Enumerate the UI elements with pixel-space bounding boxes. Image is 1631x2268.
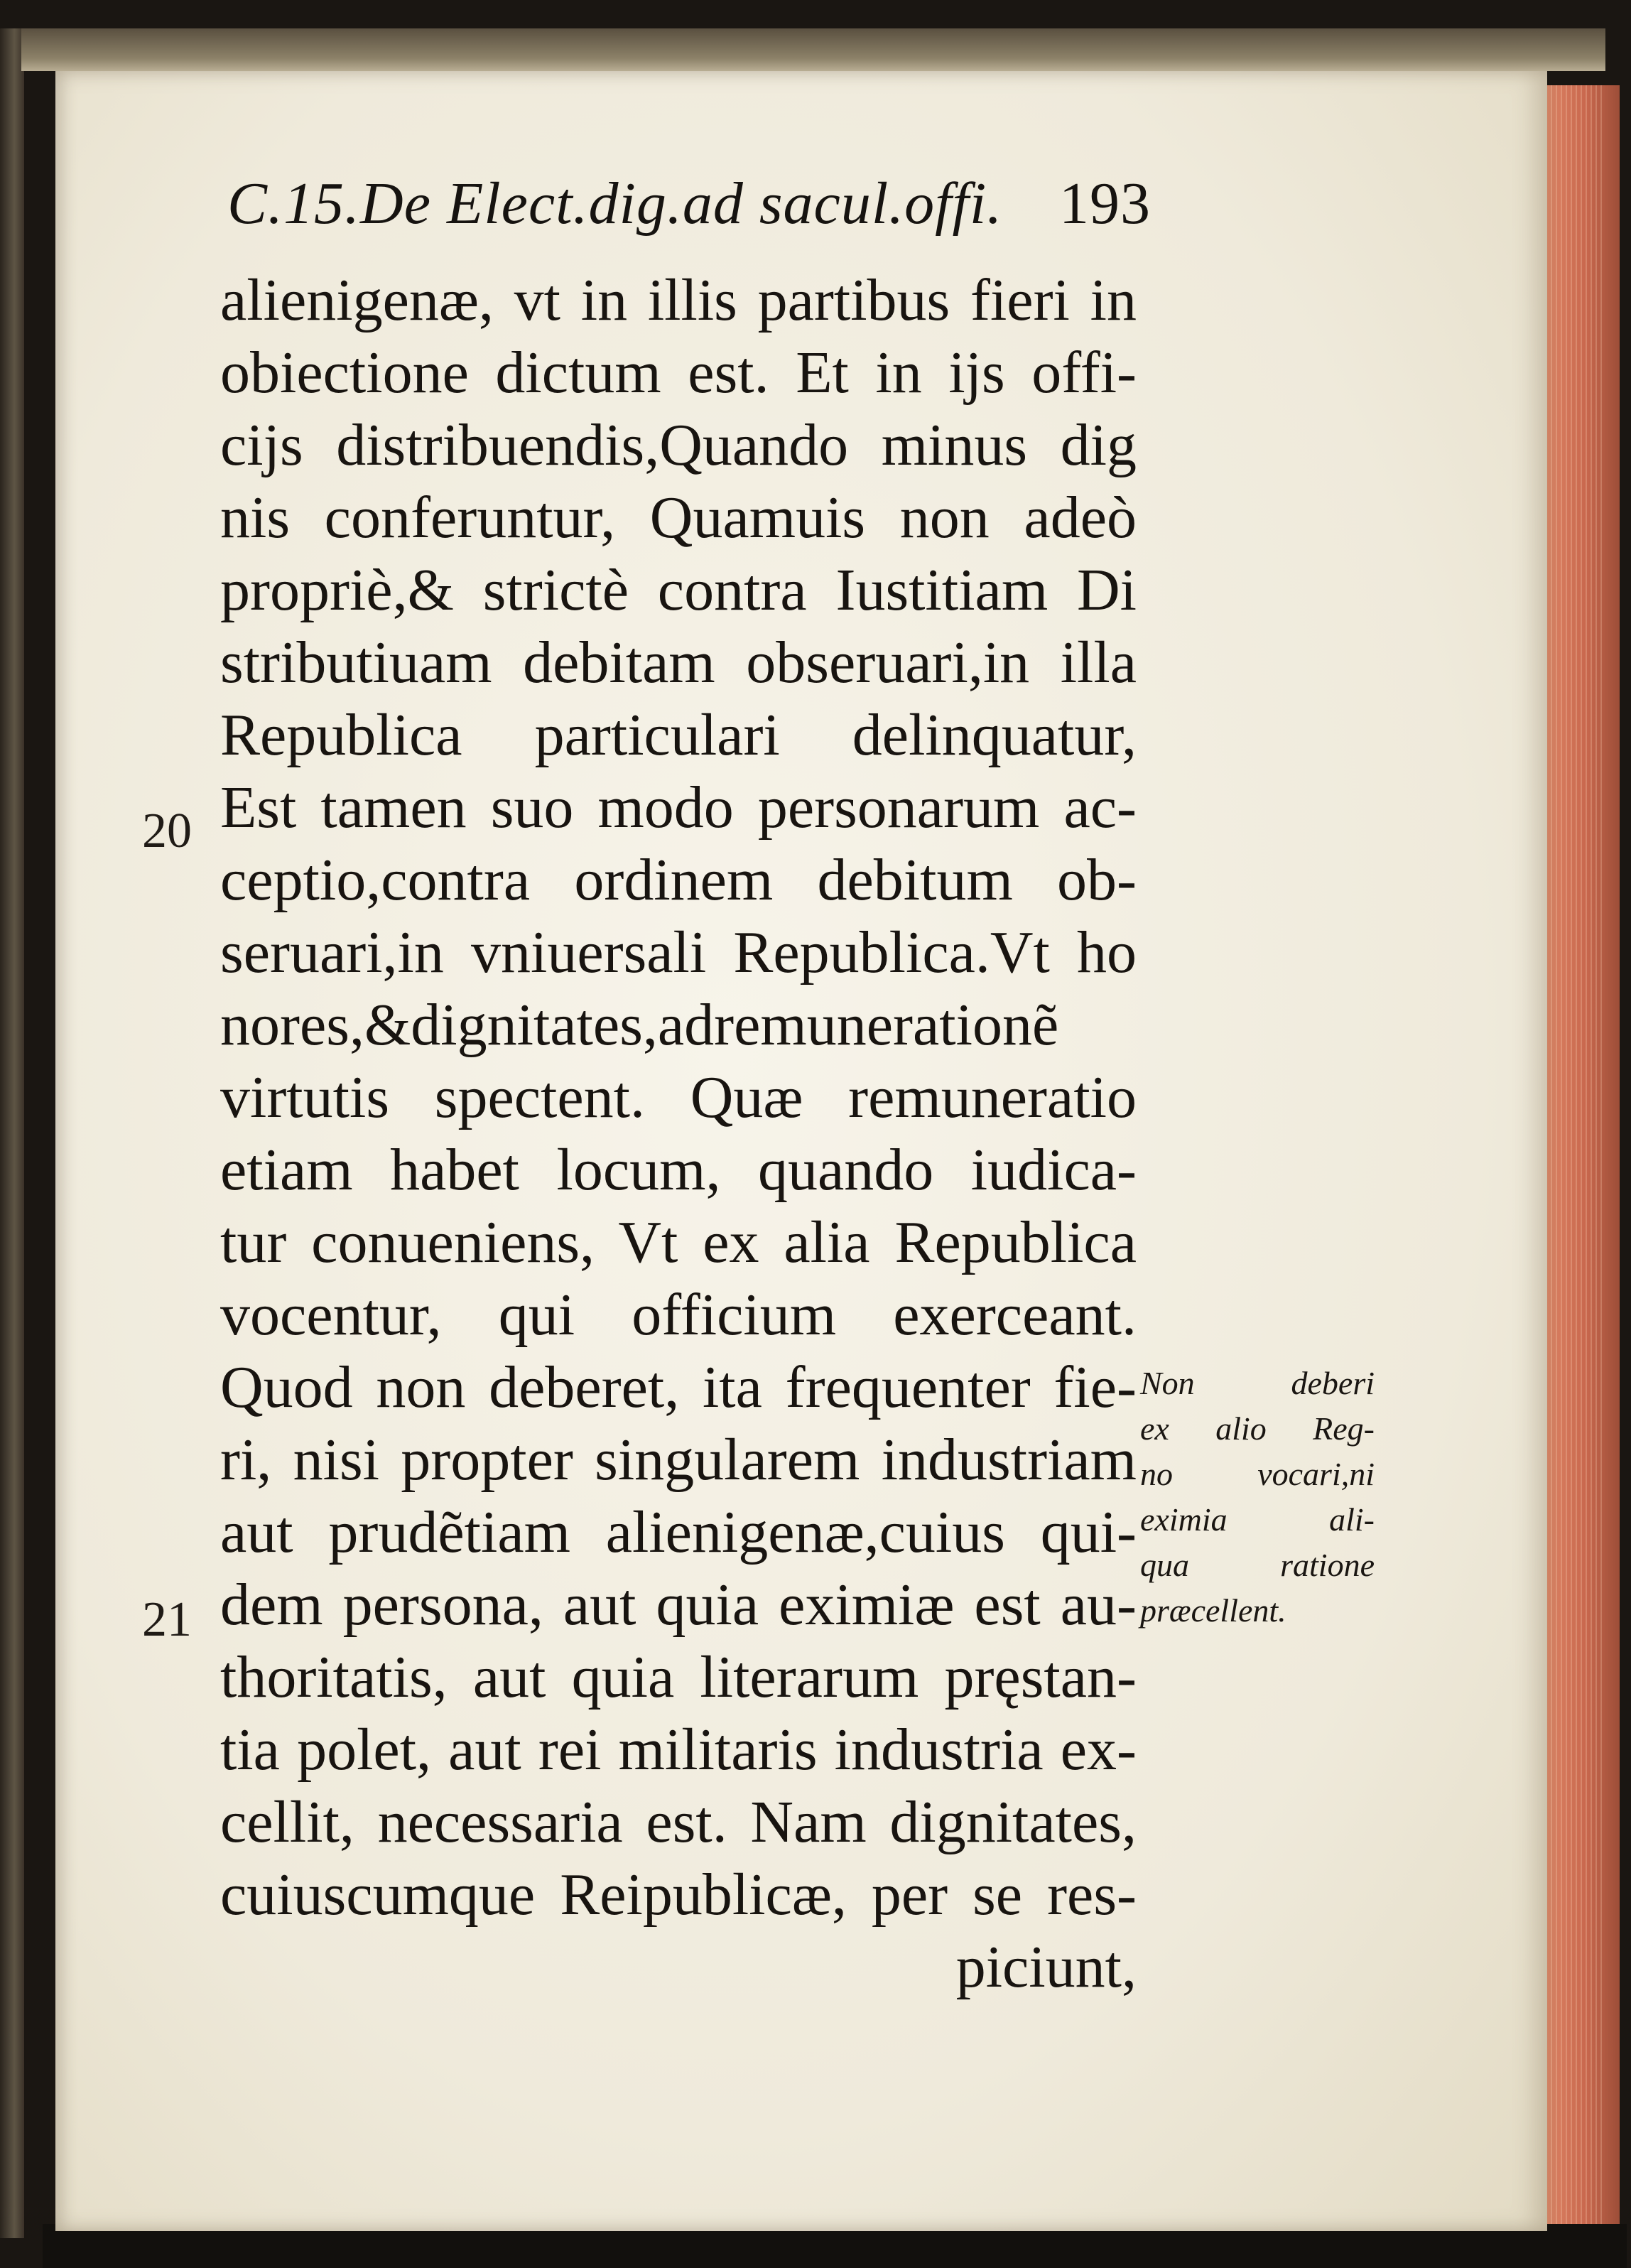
text-line: seruari,in vniuersali Republica.Vt ho <box>220 919 1137 986</box>
book-top-edge <box>21 28 1605 71</box>
marginal-note-line: qua ratione <box>1140 1547 1375 1583</box>
text-line: cijs distribuendis,Quando minus dig <box>220 412 1137 478</box>
text-line: ceptio,contra ordinem debitum ob- <box>220 847 1137 913</box>
text-line: nis conferuntur, Quamuis non adeò <box>220 485 1137 551</box>
text-line: propriè,& strictè contra Iustitiam Di <box>220 557 1137 623</box>
folio-number: 193 <box>1059 171 1151 237</box>
text-line: aut prudẽtiam alienigenæ,cuius qui- <box>220 1499 1137 1565</box>
text-line: nores,&dignitates,adremunerationẽ <box>220 992 1059 1058</box>
text-line: Quod non deberet, ita frequenter fie- <box>220 1354 1137 1420</box>
marginal-note <box>1140 1361 1375 1634</box>
running-head <box>227 169 1151 254</box>
book-spine-left <box>0 28 24 2238</box>
text-line: stributiuam debitam obseruari,in illa <box>220 630 1137 696</box>
text-line: obiectione dictum est. Et in ijs offi- <box>220 340 1137 406</box>
text-line: Republica particulari delinquatur, <box>220 702 1137 768</box>
text-line: alienigenæ, vt in illis partibus fieri in <box>220 267 1137 333</box>
line-number-21: 21 <box>142 1592 192 1647</box>
marginal-note-line: ex alio Reg- <box>1140 1410 1375 1447</box>
running-head-title: C.15.De Elect.dig.ad sacul.offi. <box>227 171 1003 237</box>
text-line: tur conueniens, Vt ex alia Republica <box>220 1209 1137 1275</box>
catchword-line: piciunt, <box>955 1934 1137 2000</box>
text-line: ri, nisi propter singularem industriam <box>220 1427 1137 1493</box>
page-block-edge-texture <box>1546 85 1603 2231</box>
text-line: etiam habet locum, quando iudica- <box>220 1137 1137 1203</box>
marginal-note-line: eximia ali- <box>1140 1501 1375 1538</box>
main-text-block <box>220 264 1137 2004</box>
marginal-note-line: Non deberi <box>1140 1365 1375 1401</box>
text-line: cuiuscumque Reipublicæ, per se res- <box>220 1862 1137 1928</box>
marginal-note-line: præcellent. <box>1140 1592 1286 1629</box>
text-line: cellit, necessaria est. Nam dignitates, <box>220 1789 1137 1855</box>
text-line: virtutis spectent. Quæ remuneratio <box>220 1064 1137 1130</box>
text-line: tia polet, aut rei militaris industria ex- <box>220 1717 1137 1783</box>
text-line: vocentur, qui officium exerceant. <box>220 1282 1137 1348</box>
text-line: Est tamen suo modo personarum ac- <box>220 774 1137 841</box>
marginal-note-line: no vocari,ni <box>1140 1456 1375 1492</box>
text-line: dem persona, aut quia eximiæ est au- <box>220 1572 1137 1638</box>
line-number-20: 20 <box>142 804 192 858</box>
text-line: thoritatis, aut quia literarum pręstan- <box>220 1644 1137 1710</box>
